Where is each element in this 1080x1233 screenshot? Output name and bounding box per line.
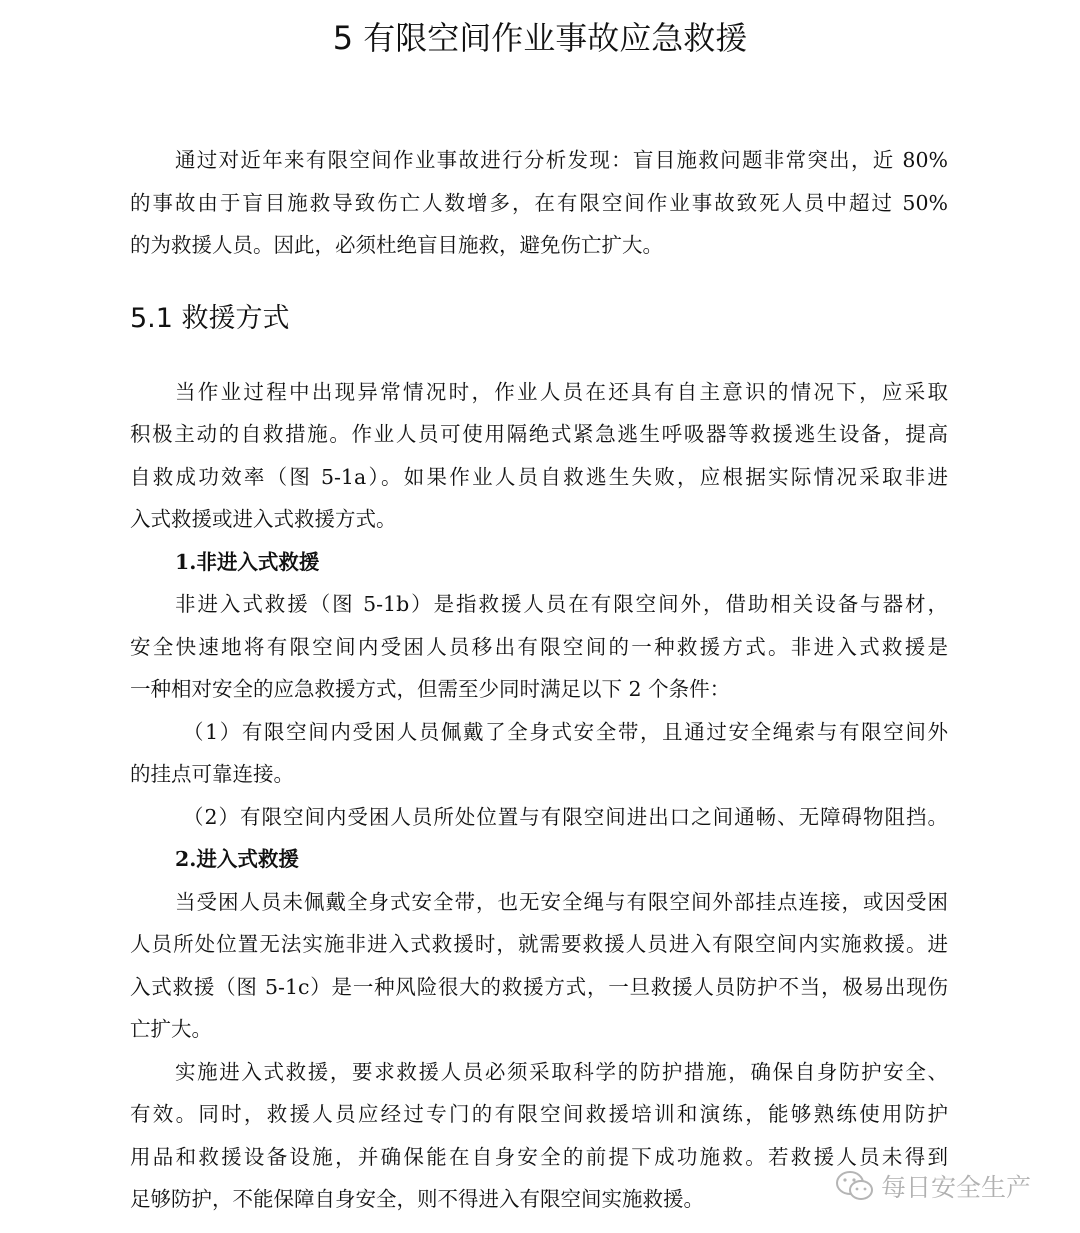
paragraph-line: 当作业过程中出现异常情况时，作业人员在还具有自主意识的情况下，应采取	[175, 380, 948, 404]
subheading-non-entry-rescue: 1.非进入式救援	[175, 550, 320, 574]
paragraph-line: 一种相对安全的应急救援方式，但需至少同时满足以下 2 个条件：	[130, 677, 731, 701]
condition-line: （1）有限空间内受困人员佩戴了全身式安全带，且通过安全绳索与有限空间外	[183, 720, 948, 744]
intro-line: 的为救援人员。因此，必须杜绝盲目施救，避免伤亡扩大。	[130, 233, 663, 257]
condition-line: （2）有限空间内受困人员所处位置与有限空间进出口之间通畅、无障碍物阻挡。	[183, 805, 948, 829]
paragraph-line: 用品和救援设备设施，并确保能在自身安全的前提下成功施救。若救援人员未得到	[130, 1145, 948, 1169]
condition-line: 的挂点可靠连接。	[130, 762, 294, 786]
paragraph-line: 有效。同时，救援人员应经过专门的有限空间救援培训和演练，能够熟练使用防护	[130, 1102, 948, 1126]
watermark-text: 每日安全生产	[881, 1173, 1032, 1202]
section-heading: 5.1 救援方式	[130, 303, 290, 334]
intro-line: 的事故由于盲目施救导致伤亡人数增多，在有限空间作业事故致死人员中超过 50%	[130, 191, 948, 215]
watermark	[835, 1168, 1031, 1204]
paragraph-line: 人员所处位置无法实施非进入式救援时，就需要救援人员进入有限空间内实施救援。进	[130, 932, 948, 956]
paragraph-line: 亡扩大。	[130, 1017, 212, 1041]
paragraph-line: 非进入式救援（图 5-1b）是指救援人员在有限空间外，借助相关设备与器材，	[175, 592, 948, 616]
paragraph-line: 入式救援（图 5-1c）是一种风险很大的救援方式，一旦救援人员防护不当，极易出现伤	[130, 975, 948, 999]
paragraph-line: 安全快速地将有限空间内受困人员移出有限空间的一种救援方式。非进入式救援是	[130, 635, 948, 659]
paragraph-line: 足够防护，不能保障自身安全，则不得进入有限空间实施救援。	[130, 1187, 704, 1211]
intro-line: 通过对近年来有限空间作业事故进行分析发现：盲目施救问题非常突出，近 80%	[175, 148, 948, 172]
paragraph-line: 积极主动的自救措施。作业人员可使用隔绝式紧急逃生呼吸器等救援逃生设备，提高	[130, 422, 948, 446]
paragraph-line: 自救成功效率（图 5-1a）。如果作业人员自救逃生失败，应根据实际情况采取非进	[130, 465, 948, 489]
paragraph-line: 实施进入式救援，要求救援人员必须采取科学的防护措施，确保自身防护安全、	[175, 1060, 948, 1084]
paragraph-line: 入式救援或进入式救援方式。	[130, 507, 397, 531]
wechat-icon	[835, 1169, 875, 1203]
subheading-entry-rescue: 2.进入式救援	[175, 847, 299, 871]
page-title: 5 有限空间作业事故应急救援	[332, 19, 748, 57]
paragraph-line: 当受困人员未佩戴全身式安全带，也无安全绳与有限空间外部挂点连接，或因受困	[175, 890, 948, 914]
